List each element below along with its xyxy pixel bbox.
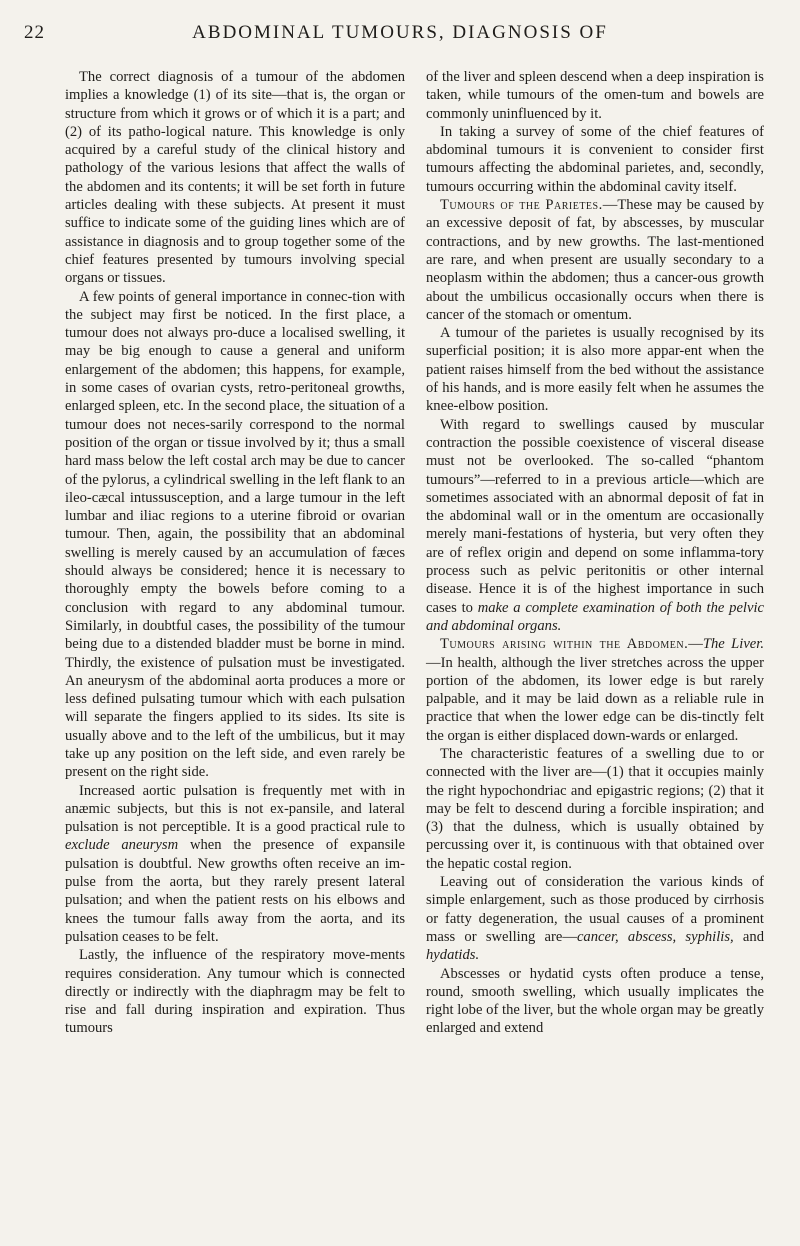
paragraph: of the liver and spleen descend when a deep inspiration is taken, while tumours of the omen-tum and bowels are commonly uninfluenced by it. <box>426 69 764 122</box>
paragraph: The correct diagnosis of a tumour of the abdomen implies a knowledge (1) of its site—that is, the organ or structure from which it grows or of which it is a part; and (2) of its patho-logical nature. This knowledge is only acquired by a careful study of the clinical history and pathology of the various lesions that affect the walls of the abdomen and its contents; it will be set forth in future articles dealing with these subjects. At present it must suffice to indicate some of the guiding lines which are of assistance in diagnosis and to group together some of the chief features presented by tumours involving special organs or tissues. <box>65 69 405 287</box>
text-run: —These may be caused by an excessive deposit of fat, by abscesses, by muscular contractions, and by new growths. The last-mentioned are rare, and when present are usually secondary to a neoplasm within the abdomen; thus a cancer-ous growth about the umbilicus occasionally occurs when there is cancer of the stomach or omentum. <box>426 197 764 323</box>
subsection-heading: The Liver. <box>702 636 764 653</box>
text-run: Increased aortic pulsation is frequently met with in anæmic subjects, but this is not ex-pansile, and lateral pulsation is not perceptible. It is a good practical rule to <box>65 782 405 836</box>
text-run: and <box>733 928 764 945</box>
text-run: —In health, although the liver stretches across the upper portion of the abdomen, its lower edge is but rarely palpable, and it may be laid down as a reliable rule in practice that when the lower edge can be dis-tinctly felt the organ is either displaced down-wards or enlarged. <box>426 654 764 744</box>
right-column <box>426 68 764 1038</box>
text-run: when the presence of expansile pulsation is doubtful. New growths often receive an im-pulse from the aorta, but they rarely present lateral pulsation; and when the patient rests on his elbows and knees the tumour falls away from the aorta, and its pulsation ceases to be felt. <box>65 837 405 945</box>
paragraph: The characteristic features of a swelling due to or connected with the liver are—(1) that it occupies mainly the right hypochondriac and epigastric regions; (2) that it may be felt to descend during a forcible inspiration; and (3) that the dulness, which is usually obtained by percussing over it, is continuous with that obtained over the hepatic costal region. <box>426 745 764 872</box>
paragraph <box>65 782 405 947</box>
paragraph <box>426 873 764 964</box>
paragraph: A few points of general importance in connec-tion with the subject may first be noticed. In the first place, a tumour does not always pro-duce a localised swelling, it may be big enough to cause a general and uniform enlargement of the abdomen; this happens, for example, in some cases of ovarian cysts, retro-peritoneal growths, enlarged spleen, etc. In the second place, the situation of a tumour does not neces-sarily correspond to the normal position of the organ or tissue involved by it; thus a small hard mass below the left costal arch may be due to cancer of the pylorus, a cylindrical swelling in the left flank to an ileo-cæcal intussusception, and a large tumour in the left lumbar and iliac regions to a uterine fibroid or ovarian tumour. Then, again, the possibility that an abdominal swelling is merely caused by an accumulation of fæces should always be considered; hence it is necessary to thoroughly empty the bowels before coming to a conclusion with regard to any abdominal tumour. Similarly, in doubtful cases, the possibility of the tumour being due to a distended bladder must be borne in mind. Thirdly, the existence of pulsation must be investigated. An aneurysm of the abdominal aorta produces a more or less defined pulsating tumour which with each pulsation will separate the fingers applied to its sides. Its site is usually above and to the left of the umbilicus, but it may take up any position on the left side, and even rarely be present on the right side. <box>65 288 405 781</box>
section-heading: Tumours arising within the Abdomen. <box>440 636 689 653</box>
running-head: ABDOMINAL TUMOURS, DIAGNOSIS OF <box>192 22 608 43</box>
italic-text: make a complete examination of both the pelvic and abdominal organs. <box>426 599 764 634</box>
section-heading: Tumours of the Parietes. <box>440 197 603 214</box>
paragraph: Lastly, the influence of the respiratory move-ments requires consideration. Any tumour which is connected directly or indirectly with the diaphragm may be felt to rise and fall during inspiration and expiration. Thus tumours <box>65 947 405 1037</box>
paragraph: A tumour of the parietes is usually recognised by its superficial position; it is also more appar-ent when the patient raises himself from the bed without the assistance of his hands, and is more easily felt when he assumes the knee-elbow position. <box>426 325 764 415</box>
paragraph <box>426 416 764 636</box>
paragraph <box>426 196 764 324</box>
paragraph: Abscesses or hydatid cysts often produce a tense, round, smooth swelling, which usually implicates the right lobe of the liver, but the whole organ may be greatly enlarged and extend <box>426 965 764 1037</box>
page-header <box>0 22 800 52</box>
paragraph: In taking a survey of some of the chief features of abdominal tumours it is convenient to consider first tumours affecting the abdominal parietes, and, secondly, tumours occurring within the abdominal cavity itself. <box>426 123 764 195</box>
italic-text: hydatids. <box>426 947 480 964</box>
paragraph <box>426 635 764 745</box>
italic-text: cancer, abscess, syphilis, <box>576 928 734 945</box>
text-run: With regard to swellings caused by muscular contraction the possible coexistence of visceral disease must not be overlooked. The so-called “phantom tumours”—referred to in a previous article—which are sometimes associated with an abnormal deposit of fat in the abdominal wall or in the omentum are occasionally merely mani-festations of hysteria, but very often they are of reflex origin and depend on some inflamma-tory process such as pelvic peritonitis or other internal disease. Hence it is of the highest importance in such cases to <box>426 416 764 616</box>
italic-text: exclude aneurysm <box>65 837 179 854</box>
page-number: 22 <box>24 22 45 43</box>
text-run: Leaving out of consideration the various kinds of simple enlargement, such as those produced by cirrhosis or fatty degeneration, the usual causes of a prominent mass or swelling are— <box>426 874 764 945</box>
left-column <box>65 68 405 1038</box>
text-run: — <box>688 636 703 653</box>
